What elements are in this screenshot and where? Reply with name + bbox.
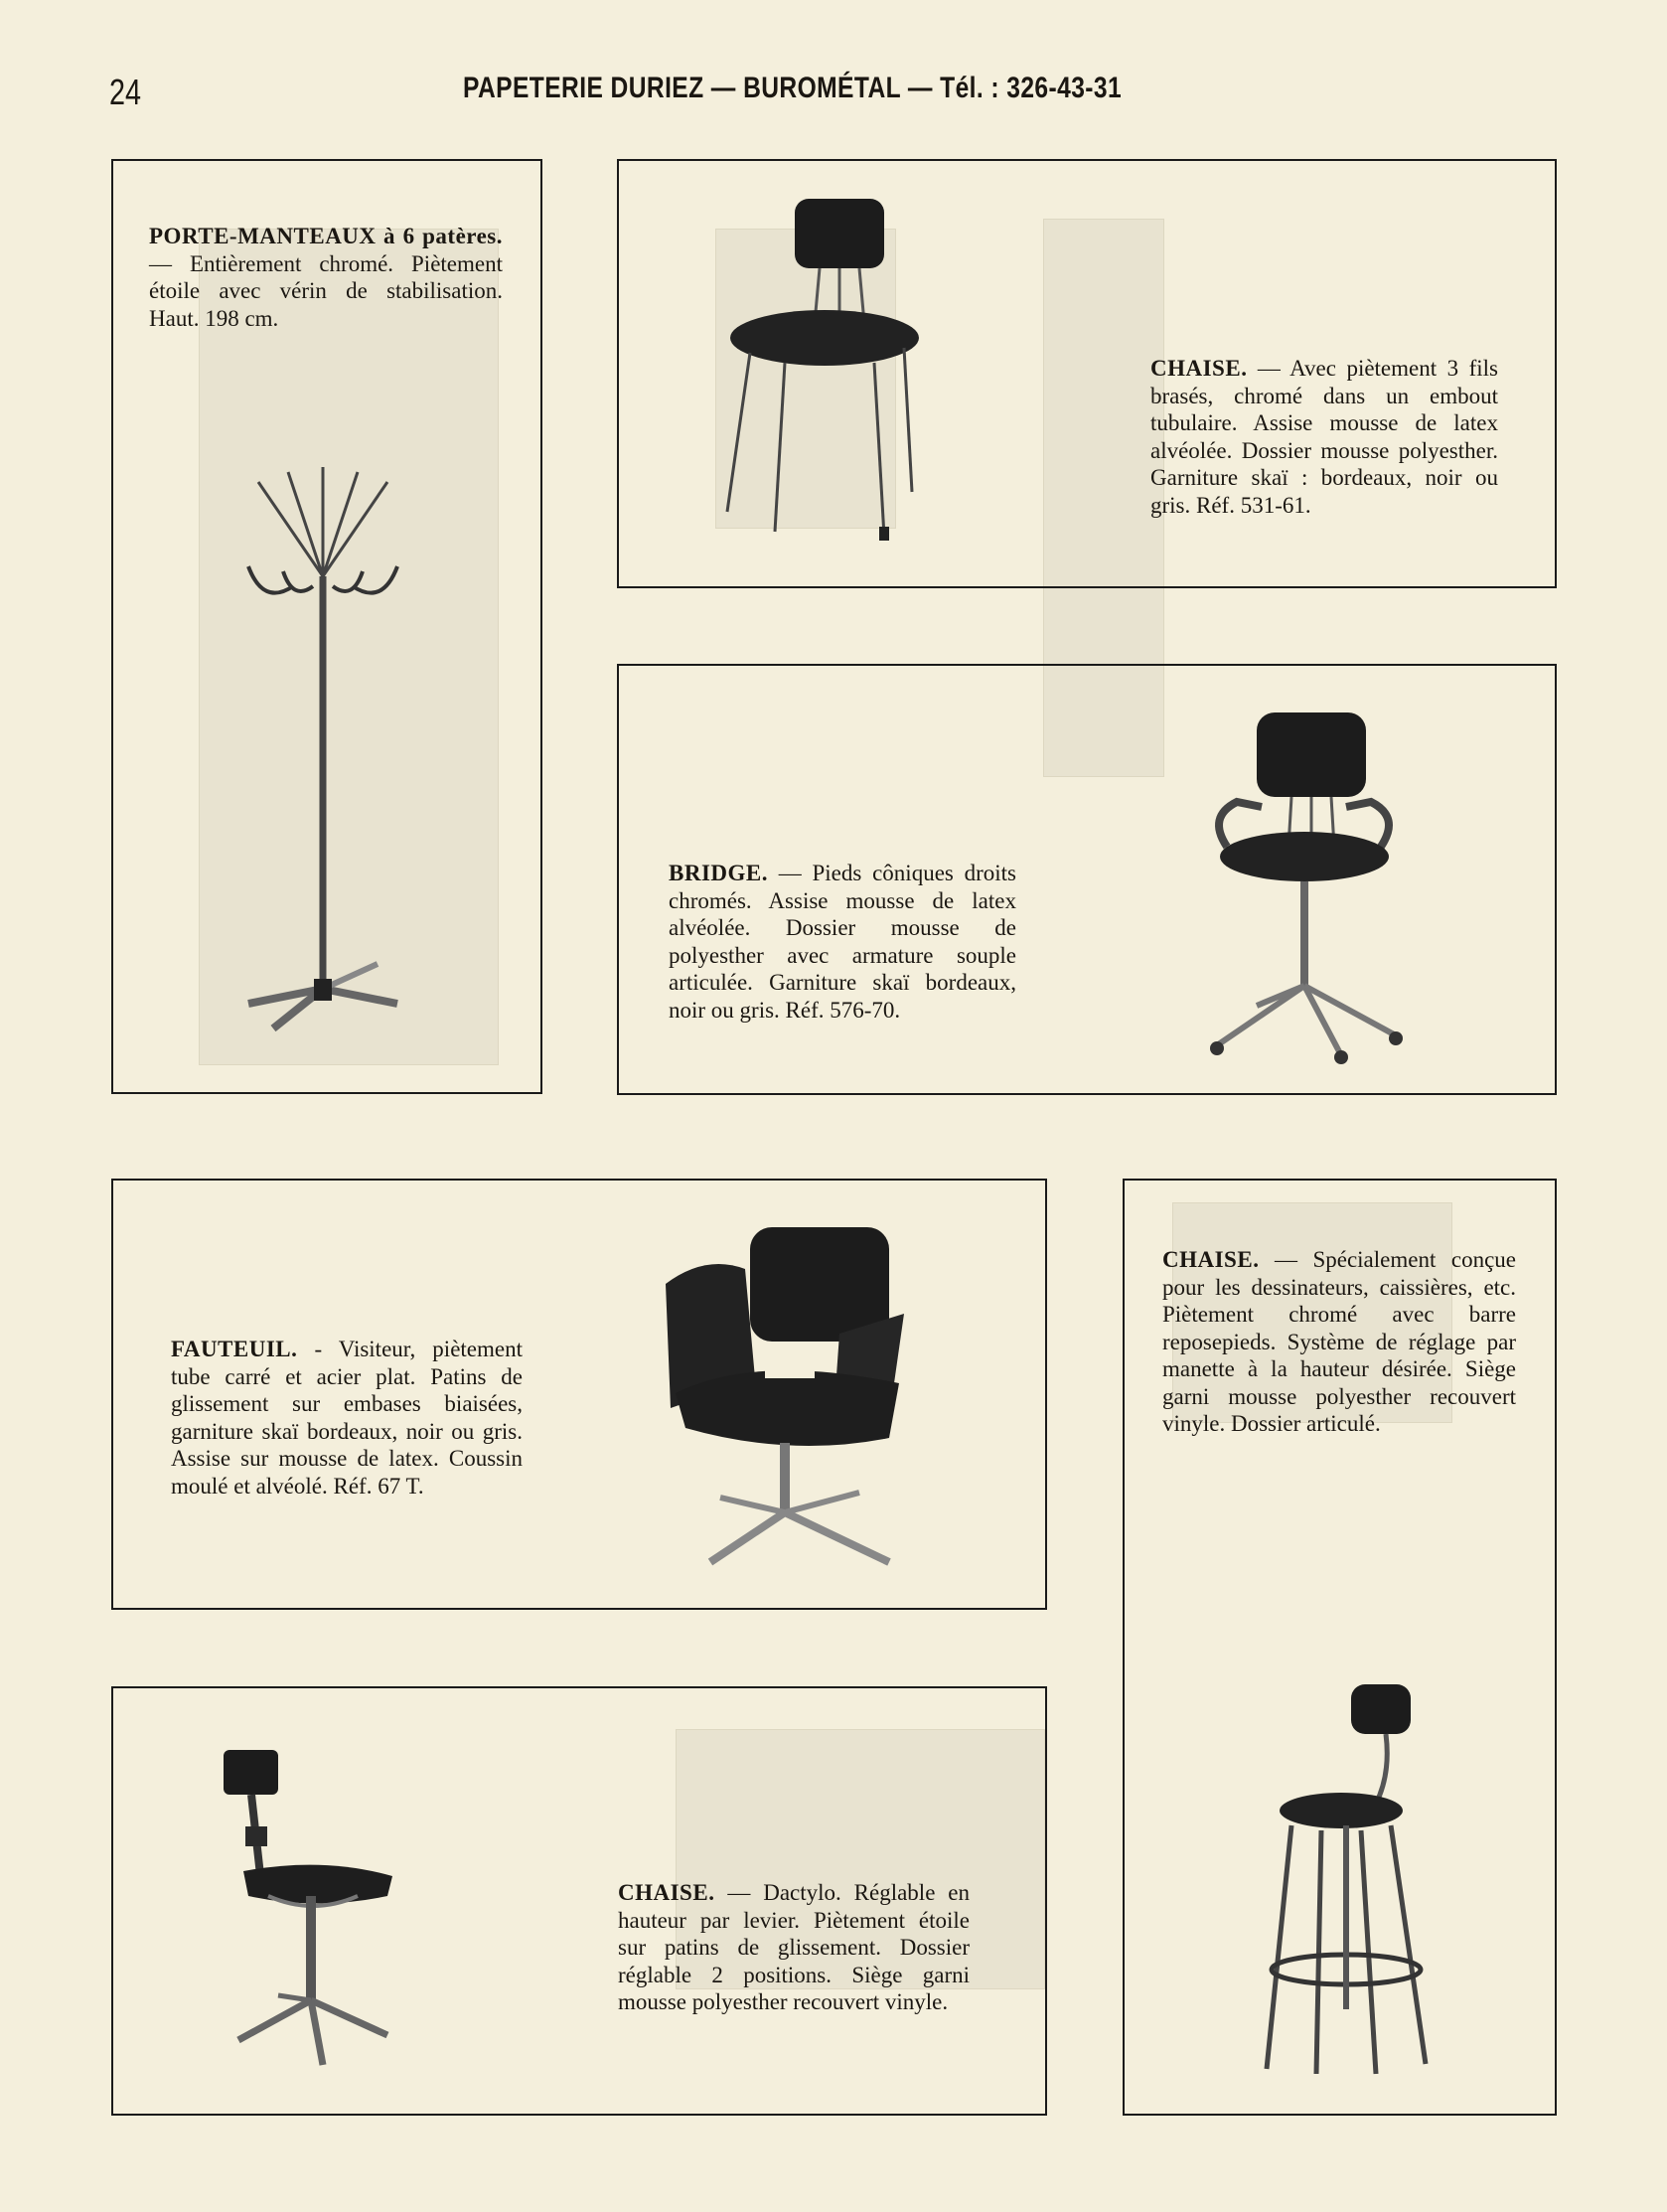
item-title: CHAISE. — [1162, 1247, 1260, 1272]
club-armchair-icon — [661, 1224, 909, 1577]
page-number: 24 — [109, 72, 142, 112]
wire-leg-chair-description — [1150, 355, 1498, 519]
typist-chair-description — [618, 1879, 970, 2016]
item-title: CHAISE. — [618, 1880, 715, 1905]
item-text: - Visiteur, piètement tube carré et acier plat. Patins de glissement sur embases biaisées, garniture skaï bordeaux, noir ou gris. Assise sur mousse de latex. Coussin moulé et alvéolé. Réf. 67 T. — [171, 1337, 523, 1499]
typist-chair-icon — [214, 1747, 397, 2075]
swivel-armchair-icon — [1197, 708, 1411, 1065]
wire-leg-chair-icon — [715, 194, 914, 556]
bridge-description — [669, 860, 1016, 1024]
coat-rack-icon — [228, 467, 417, 1043]
club-armchair-description — [171, 1336, 523, 1500]
page-header: PAPETERIE DURIEZ — BUROMÉTAL — Tél. : 326-43-31 — [463, 72, 1123, 104]
drafting-stool-icon — [1262, 1681, 1436, 2079]
item-title: BRIDGE. — [669, 861, 768, 885]
item-text: — Dactylo. Réglable en hauteur par levier. Piètement étoile sur patins de glissement. Dossier réglable 2 positions. Siège garni mousse polyesther recouvert vinyle. — [618, 1880, 970, 2014]
item-text: — Entièrement chromé. Piètement étoile avec vérin de stabilisation. Haut. 198 cm. — [149, 250, 503, 331]
drafting-stool-description — [1162, 1246, 1516, 1438]
item-title: FAUTEUIL. — [171, 1337, 298, 1361]
coat-rack-description — [149, 223, 503, 332]
item-text: — Pieds côniques droits chromés. Assise mousse de latex alvéolée. Dossier mousse de polyesther avec armature souple articulée. Garniture skaï bordeaux, noir ou gris. Réf. 576-70. — [669, 861, 1016, 1023]
item-title: CHAISE. — [1150, 356, 1248, 381]
item-title: PORTE-MANTEAUX à 6 patères. — [149, 224, 503, 248]
item-text: — Avec piètement 3 fils brasés, chromé dans un embout tubulaire. Assise mousse de latex alvéolée. Dossier mousse polyesther. Garniture skaï : bordeaux, noir ou gris. Réf. 531-61. — [1150, 356, 1498, 518]
item-text: — Spécialement conçue pour les dessinateurs, caissières, etc. Piètement chromé avec barre reposepieds. Système de réglage par manette à la hauteur désirée. Siège garni mousse polyesther recouvert vinyle. Dossier articulé. — [1162, 1247, 1516, 1436]
